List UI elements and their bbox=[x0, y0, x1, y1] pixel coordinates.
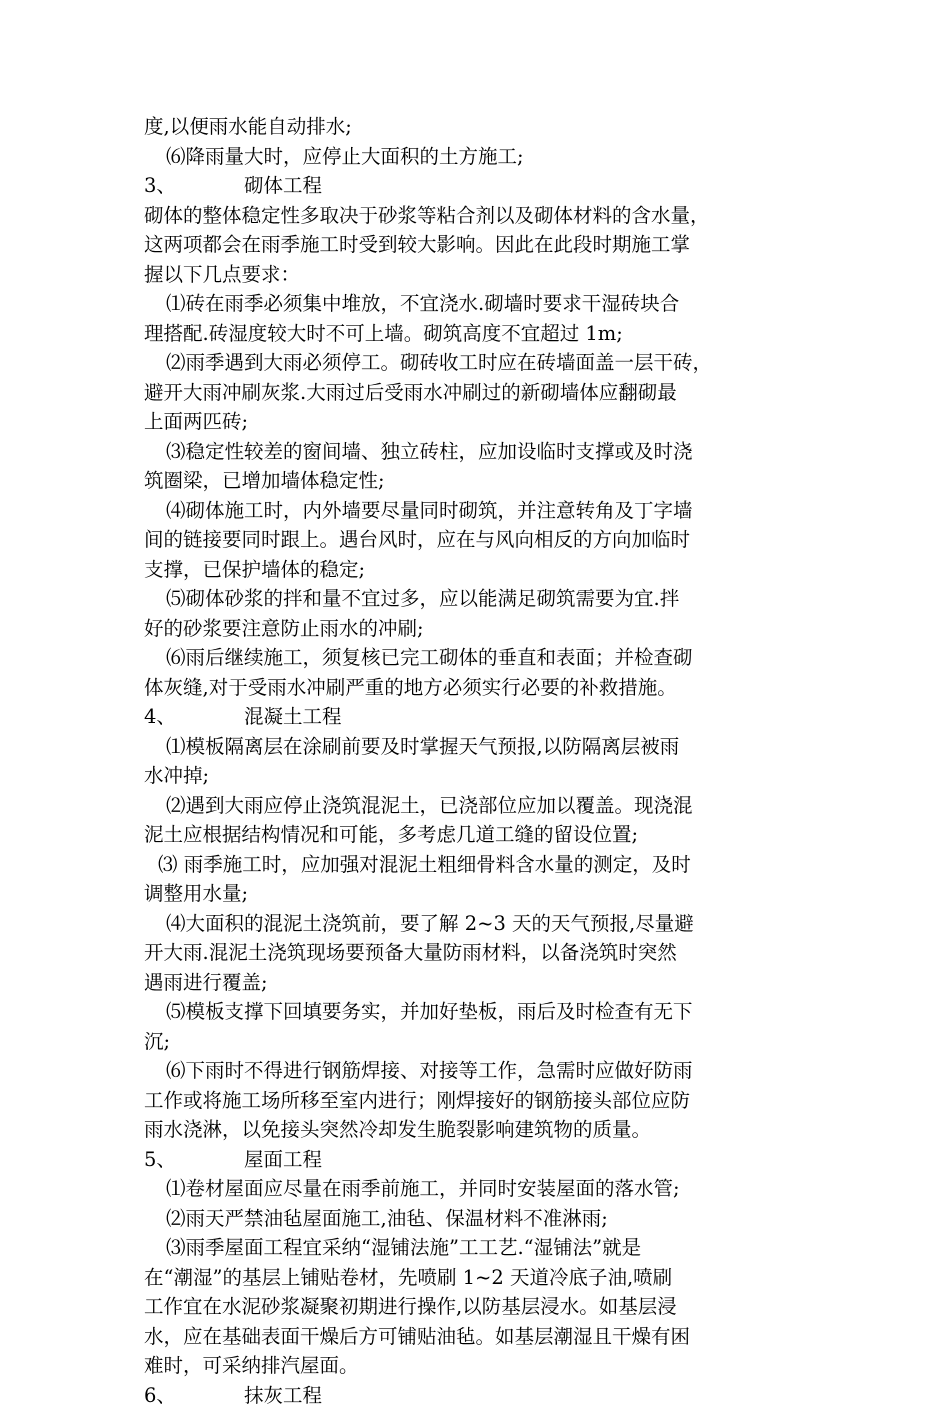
list-item: ⑹降雨量大时，应停止大面积的土方施工; bbox=[144, 142, 804, 172]
section-title: 混凝土工程 bbox=[244, 705, 342, 728]
section-number: 3、 bbox=[144, 171, 244, 201]
section-number: 6、 bbox=[144, 1381, 244, 1410]
section-heading-5 bbox=[144, 1145, 804, 1175]
list-item-continuation: 好的砂浆要注意防止雨水的冲刷; bbox=[144, 614, 804, 644]
list-item-continuation: 水，应在基础表面干燥后方可铺贴油毡。如基层潮湿且干燥有困 bbox=[144, 1322, 804, 1352]
list-item-continuation: 难时，可采纳排汽屋面。 bbox=[144, 1351, 804, 1381]
paragraph-line: 握以下几点要求： bbox=[144, 260, 804, 290]
list-item-continuation: 理搭配.砖湿度较大时不可上墙。砌筑高度不宜超过 1m; bbox=[144, 319, 804, 349]
list-item-continuation: 体灰缝,对于受雨水冲刷严重的地方必须实行必要的补救措施。 bbox=[144, 673, 804, 703]
list-item-continuation: 避开大雨冲刷灰浆.大雨过后受雨水冲刷过的新砌墙体应翻砌最 bbox=[144, 378, 804, 408]
list-item-continuation: 工作宜在水泥砂浆凝聚初期进行操作,以防基层浸水。如基层浸 bbox=[144, 1292, 804, 1322]
list-item: ⑷砌体施工时，内外墙要尽量同时砌筑，并注意转角及丁字墙 bbox=[144, 496, 804, 526]
list-item-continuation: 筑圈梁，已增加墙体稳定性; bbox=[144, 466, 804, 496]
list-item-continuation: 遇雨进行覆盖; bbox=[144, 968, 804, 998]
list-item-continuation: 在“潮湿”的基层上铺贴卷材，先喷刷 1~2 天道冷底子油,喷刷 bbox=[144, 1263, 804, 1293]
list-item: ⑶雨季屋面工程宜采纳“湿铺法施”工工艺.“湿铺法”就是 bbox=[144, 1233, 804, 1263]
list-item-continuation: 支撑，已保护墙体的稳定; bbox=[144, 555, 804, 585]
list-item: ⑷大面积的混泥土浇筑前，要了解 2~3 天的天气预报,尽量避 bbox=[144, 909, 804, 939]
section-title: 抹灰工程 bbox=[244, 1384, 322, 1407]
list-item: ⑸砌体砂浆的拌和量不宜过多，应以能满足砌筑需要为宜.拌 bbox=[144, 584, 804, 614]
list-item-continuation: 沉; bbox=[144, 1027, 804, 1057]
list-item: ⑹雨后继续施工，须复核已完工砌体的垂直和表面；并检查砌 bbox=[144, 643, 804, 673]
list-item-continuation: 开大雨.混泥土浇筑现场要预备大量防雨材料，以备浇筑时突然 bbox=[144, 938, 804, 968]
section-heading-3 bbox=[144, 171, 804, 201]
list-item: ⑴砖在雨季必须集中堆放，不宜浇水.砌墙时要求干湿砖块合 bbox=[144, 289, 804, 319]
list-item: ⑵遇到大雨应停止浇筑混泥土，已浇部位应加以覆盖。现浇混 bbox=[144, 791, 804, 821]
section-title: 砌体工程 bbox=[244, 174, 322, 197]
paragraph-line: 度,以便雨水能自动排水; bbox=[144, 112, 804, 142]
list-item: ⑵雨天严禁油毡屋面施工,油毡、保温材料不准淋雨; bbox=[144, 1204, 804, 1234]
list-item: ⑴卷材屋面应尽量在雨季前施工，并同时安装屋面的落水管; bbox=[144, 1174, 804, 1204]
paragraph-line: 砌体的整体稳定性多取决于砂浆等粘合剂以及砌体材料的含水量， bbox=[144, 201, 804, 231]
list-item: ⑶ 雨季施工时，应加强对混泥土粗细骨料含水量的测定，及时 bbox=[144, 850, 804, 880]
list-item-continuation: 间的链接要同时跟上。遇台风时，应在与风向相反的方向加临时 bbox=[144, 525, 804, 555]
list-item: ⑶稳定性较差的窗间墙、独立砖柱，应加设临时支撑或及时浇 bbox=[144, 437, 804, 467]
section-title: 屋面工程 bbox=[244, 1148, 322, 1171]
list-item-continuation: 工作或将施工场所移至室内进行；刚焊接好的钢筋接头部位应防 bbox=[144, 1086, 804, 1116]
list-item: ⑵雨季遇到大雨必须停工。砌砖收工时应在砖墙面盖一层干砖， bbox=[144, 348, 804, 378]
section-number: 5、 bbox=[144, 1145, 244, 1175]
list-item: ⑸模板支撑下回填要务实，并加好垫板，雨后及时检查有无下 bbox=[144, 997, 804, 1027]
list-item: ⑹下雨时不得进行钢筋焊接、对接等工作，急需时应做好防雨 bbox=[144, 1056, 804, 1086]
list-item-continuation: 雨水浇淋，以免接头突然冷却发生脆裂影响建筑物的质量。 bbox=[144, 1115, 804, 1145]
paragraph-line: 这两项都会在雨季施工时受到较大影响。因此在此段时期施工掌 bbox=[144, 230, 804, 260]
document-page bbox=[144, 112, 804, 1410]
list-item: ⑴模板隔离层在涂刷前要及时掌握天气预报,以防隔离层被雨 bbox=[144, 732, 804, 762]
section-number: 4、 bbox=[144, 702, 244, 732]
section-heading-4 bbox=[144, 702, 804, 732]
list-item-continuation: 水冲掉; bbox=[144, 761, 804, 791]
list-item-continuation: 调整用水量; bbox=[144, 879, 804, 909]
list-item-continuation: 上面两匹砖; bbox=[144, 407, 804, 437]
section-heading-6 bbox=[144, 1381, 804, 1410]
list-item-continuation: 泥土应根据结构情况和可能，多考虑几道工缝的留设位置; bbox=[144, 820, 804, 850]
